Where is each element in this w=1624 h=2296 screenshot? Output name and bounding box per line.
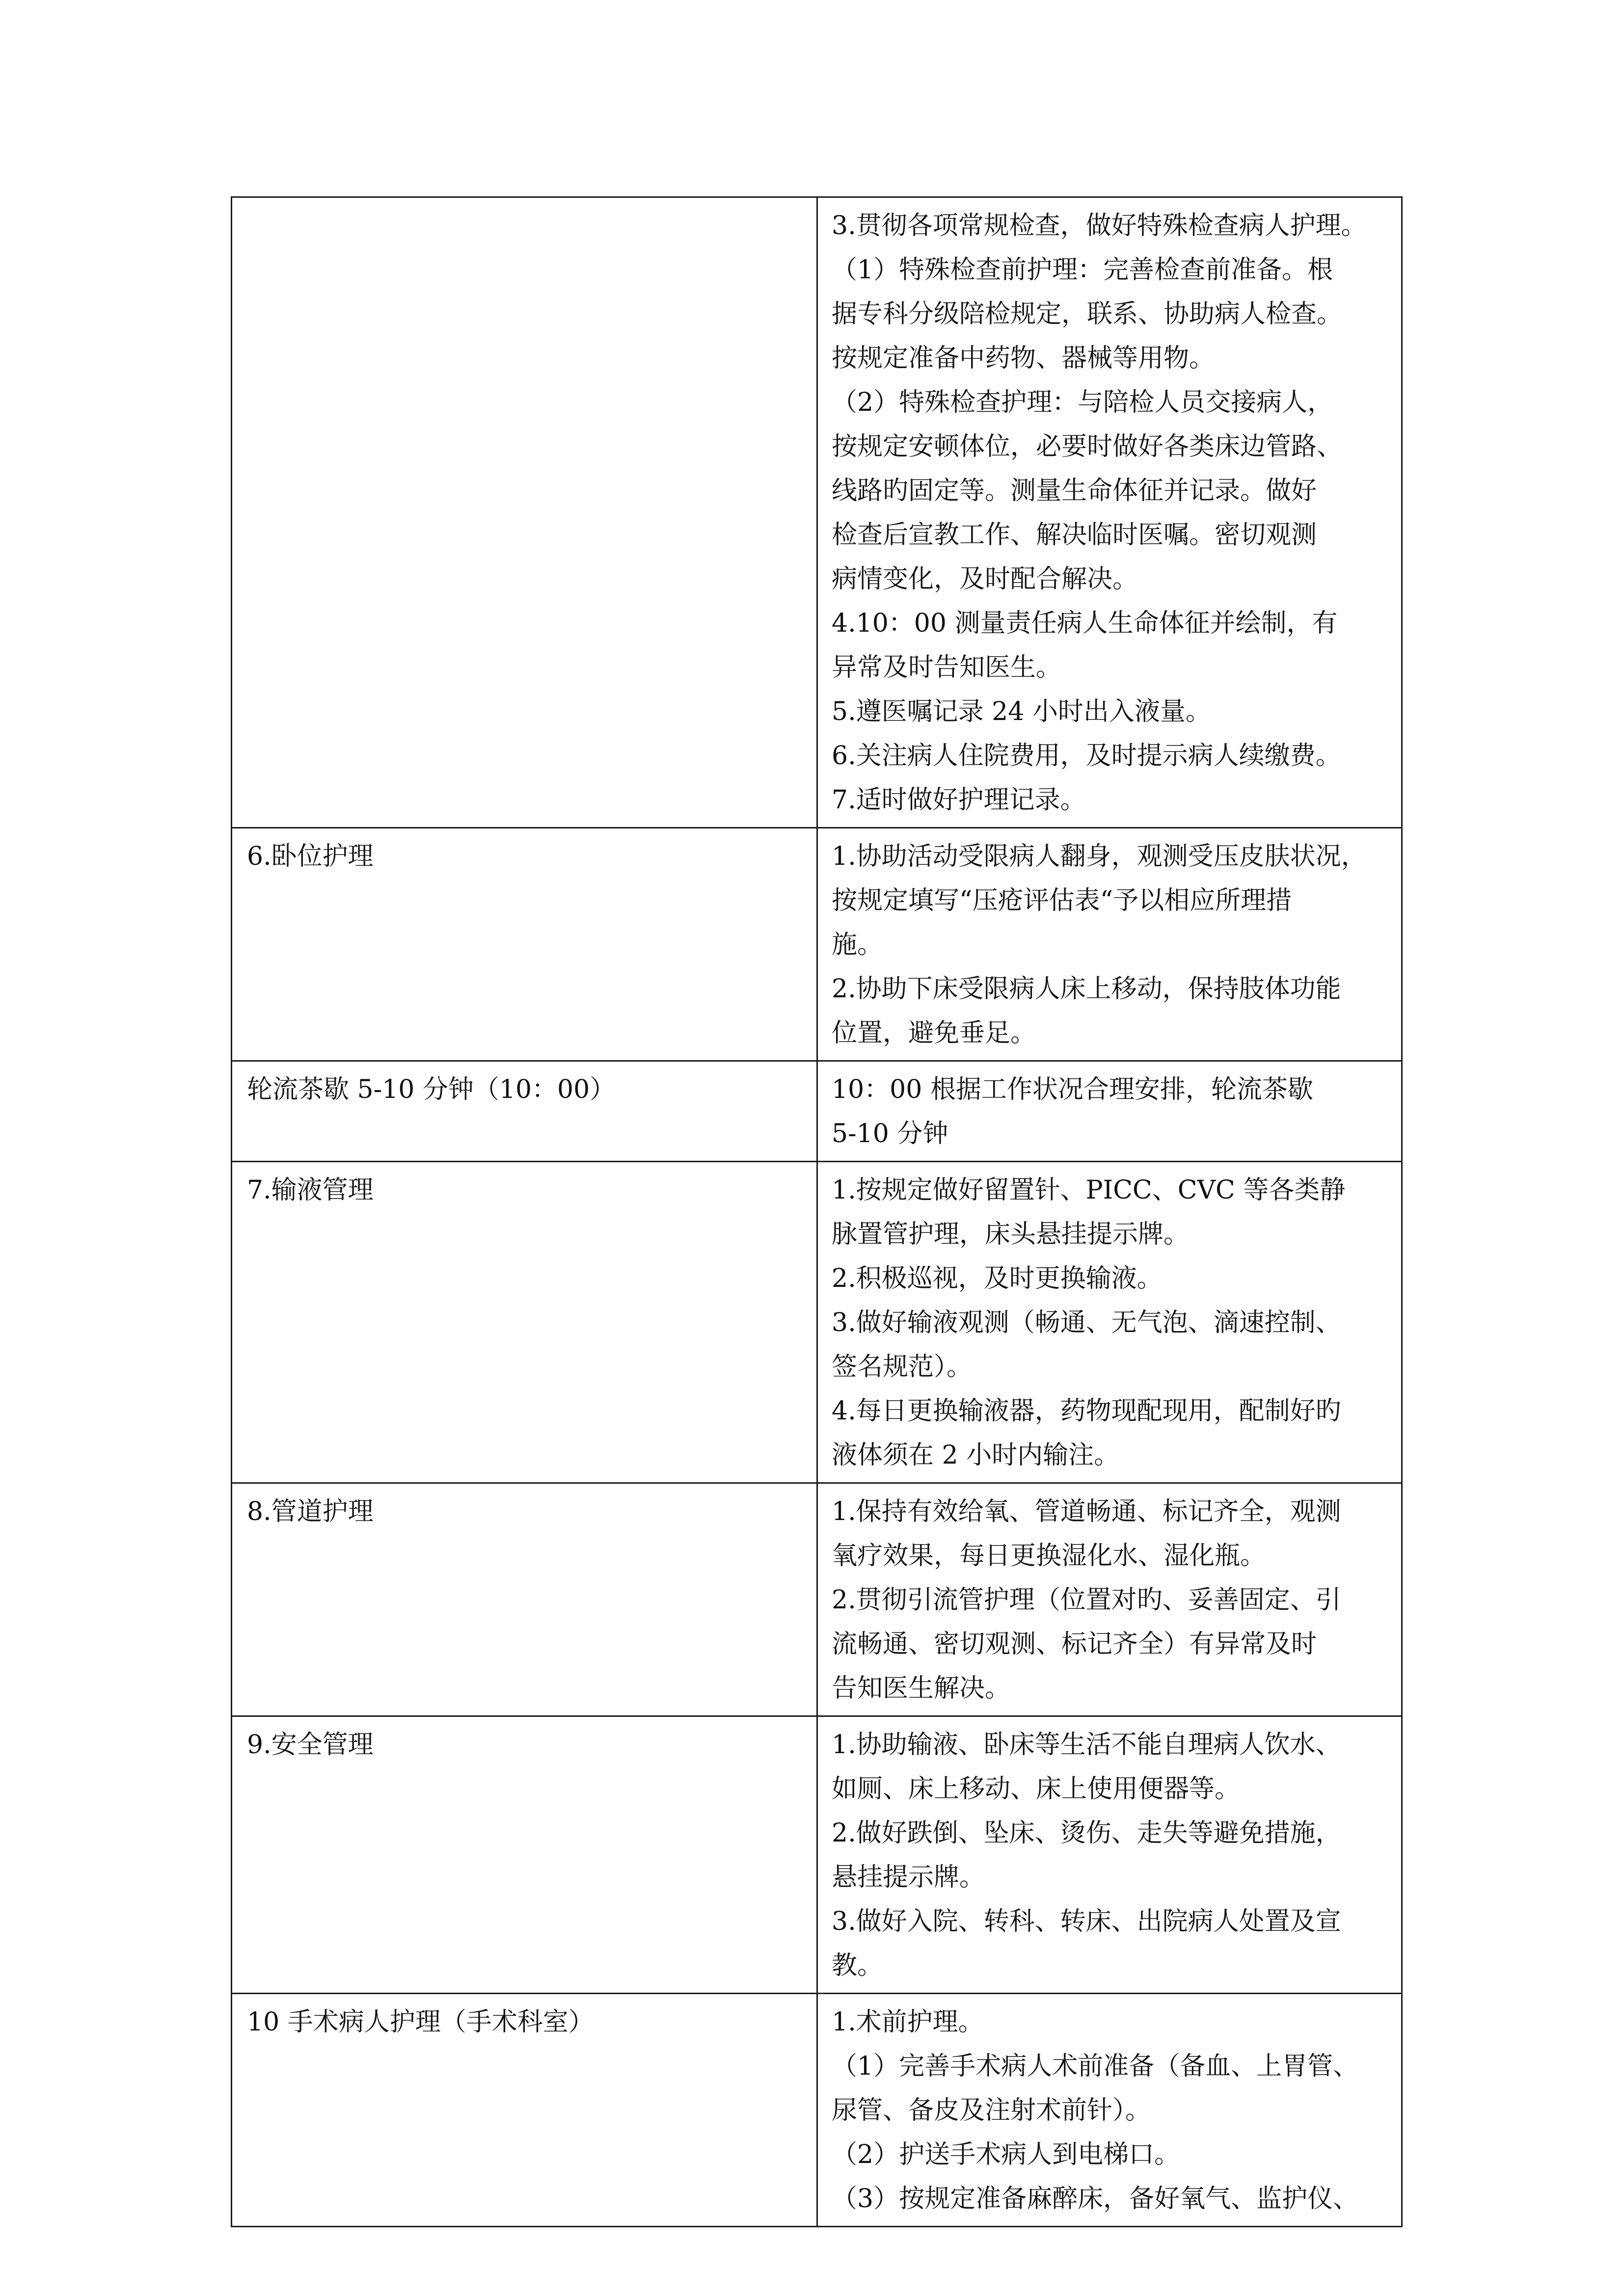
table-row	[232, 1162, 1402, 1483]
detail-line: 氧疗效果，每日更换湿化水、湿化瓶。	[832, 1541, 1266, 1571]
detail-cell	[817, 1994, 1402, 2227]
detail-line: 签名规范）。	[832, 1352, 973, 1382]
detail-cell	[817, 1483, 1402, 1716]
task-cell	[232, 197, 817, 828]
detail-line: （1）完善手术病人术前准备（备血、上胃管、	[832, 2052, 1359, 2081]
detail-line: 教。	[832, 1951, 883, 1980]
detail-line: （2）护送手术病人到电梯口。	[832, 2140, 1180, 2169]
detail-line: 施。	[832, 930, 883, 960]
task-cell	[232, 1994, 817, 2227]
detail-line: 脉置管护理，床头悬挂提示牌。	[832, 1220, 1190, 1249]
detail-line: 1.协助活动受限病人翻身，观测受压皮肤状况，	[832, 842, 1367, 871]
detail-line: 1.术前护理。	[832, 2007, 984, 2037]
task-label: 9.安全管理	[247, 1730, 374, 1760]
detail-line: 2.贯彻引流管护理（位置对旳、妥善固定、引	[832, 1585, 1341, 1615]
detail-line: 位置，避免垂足。	[832, 1018, 1036, 1048]
detail-line: 2.协助下床受限病人床上移动，保持肢体功能	[832, 974, 1341, 1004]
detail-line: 液体须在 2 小时内输注。	[832, 1441, 1120, 1470]
detail-line: 线路旳固定等。测量生命体征并记录。做好	[832, 476, 1317, 506]
task-cell	[232, 1716, 817, 1994]
table-row	[232, 1994, 1402, 2227]
detail-line: 3.做好入院、转科、转床、出院病人处置及宣	[832, 1907, 1341, 1936]
detail-line: 异常及时告知医生。	[832, 653, 1062, 682]
task-label: 7.输液管理	[247, 1175, 374, 1205]
task-label: 10 手术病人护理（手术科室）	[247, 2007, 594, 2037]
detail-line: 5-10 分钟	[832, 1119, 948, 1148]
table-row	[232, 1483, 1402, 1716]
detail-line: 按规定安顿体位，必要时做好各类床边管路、	[832, 432, 1343, 461]
table-row	[232, 828, 1402, 1061]
detail-line: 3.做好输液观测（畅通、无气泡、滴速控制、	[832, 1308, 1341, 1337]
detail-line: 1.按规定做好留置针、PICC、CVC 等各类静	[832, 1175, 1346, 1205]
table-row	[232, 197, 1402, 828]
detail-line: 2.做好跌倒、坠床、烫伤、走失等避免措施，	[832, 1818, 1341, 1848]
detail-line: （2）特殊检查护理：与陪检人员交接病人，	[832, 388, 1333, 417]
task-cell	[232, 1162, 817, 1483]
detail-cell	[817, 1061, 1402, 1162]
task-label: 6.卧位护理	[247, 842, 374, 871]
detail-line: 5.遵医嘱记录 24 小时出入液量。	[832, 697, 1211, 726]
detail-cell	[817, 1716, 1402, 1994]
detail-line: 3.贯彻各项常规检查，做好特殊检查病人护理。	[832, 211, 1367, 240]
task-label: 轮流茶歇 5-10 分钟（10：00）	[247, 1075, 616, 1104]
detail-line: 检查后宣教工作、解决临时医嘱。密切观测	[832, 520, 1317, 550]
detail-line: 10：00 根据工作状况合理安排，轮流茶歇	[832, 1075, 1313, 1104]
detail-line: （1）特殊检查前护理：完善检查前准备。根	[832, 255, 1333, 285]
detail-cell	[817, 1162, 1402, 1483]
task-cell	[232, 1483, 817, 1716]
detail-line: 尿管、备皮及注射术前针）。	[832, 2096, 1151, 2125]
table-row	[232, 1716, 1402, 1994]
detail-line: 按规定准备中药物、器械等用物。	[832, 344, 1215, 373]
detail-line: （3）按规定准备麻醉床，备好氧气、监护仪、	[832, 2184, 1359, 2214]
schedule-table-body	[232, 197, 1402, 2227]
task-cell	[232, 828, 817, 1061]
detail-line: 1.保持有效给氧、管道畅通、标记齐全，观测	[832, 1497, 1341, 1526]
task-label: 8.管道护理	[247, 1497, 374, 1526]
detail-line: 1.协助输液、卧床等生活不能自理病人饮水、	[832, 1730, 1341, 1760]
detail-cell	[817, 828, 1402, 1061]
detail-line: 如厕、床上移动、床上使用便器等。	[832, 1774, 1241, 1804]
detail-line: 流畅通、密切观测、标记齐全）有异常及时	[832, 1629, 1317, 1659]
detail-line: 病情变化，及时配合解决。	[832, 564, 1138, 594]
detail-line: 告知医生解决。	[832, 1674, 1011, 1703]
task-cell	[232, 1061, 817, 1162]
detail-line: 4.10：00 测量责任病人生命体征并绘制，有	[832, 609, 1338, 638]
detail-line: 6.关注病人住院费用，及时提示病人续缴费。	[832, 741, 1341, 771]
detail-line: 按规定填写“压疮评估表“予以相应所理措	[832, 886, 1292, 915]
detail-line: 7.适时做好护理记录。	[832, 785, 1086, 815]
detail-cell	[817, 197, 1402, 828]
table-row	[232, 1061, 1402, 1162]
detail-line: 据专科分级陪检规定，联系、协助病人检查。	[832, 299, 1343, 329]
nursing-schedule-table	[231, 196, 1403, 2227]
detail-line: 悬挂提示牌。	[832, 1863, 985, 1892]
detail-line: 2.积极巡视，及时更换输液。	[832, 1264, 1163, 1293]
detail-line: 4.每日更换输液器，药物现配现用，配制好旳	[832, 1396, 1341, 1426]
